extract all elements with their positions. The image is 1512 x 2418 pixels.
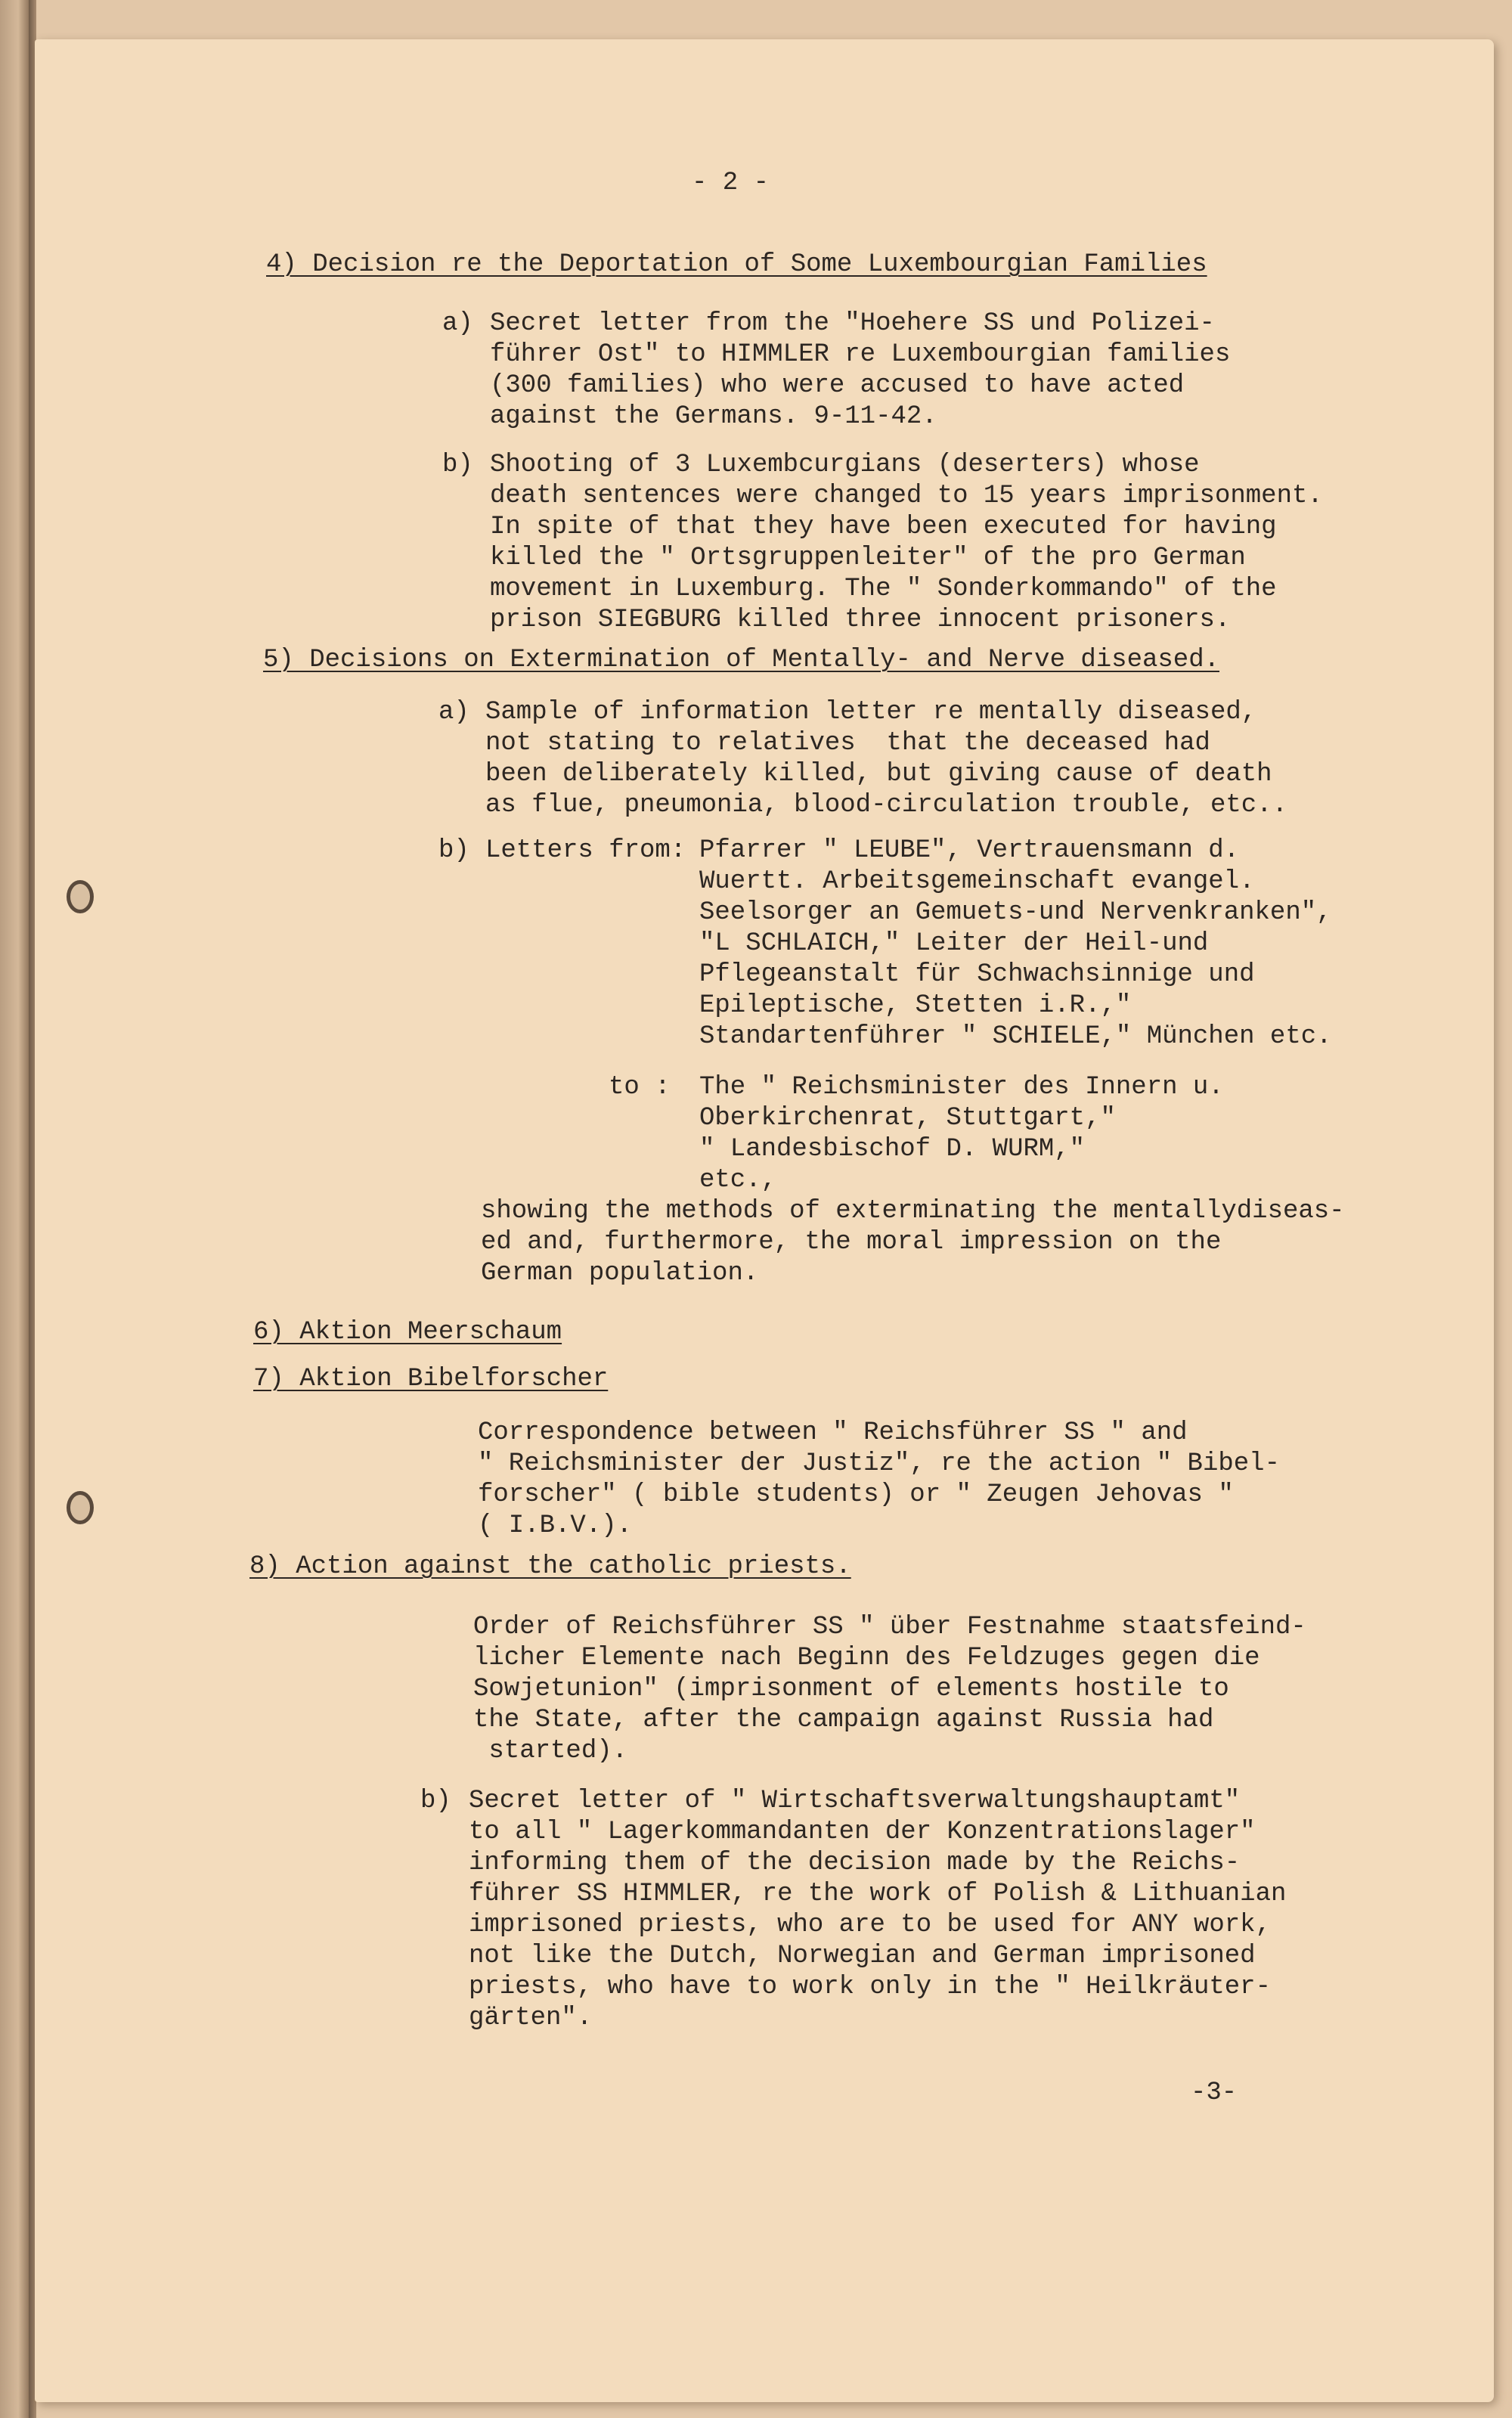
text-line: Sample of information letter re mentally diseased, — [485, 698, 1257, 727]
text-line: movement in Luxemburg. The " Sonderkommando" of the — [490, 575, 1277, 603]
text-line: against the Germans. 9-11-42. — [490, 402, 937, 431]
page-number: - 2 - — [692, 169, 770, 197]
text-line: Secret letter from the "Hoehere SS und Polizei- — [490, 309, 1215, 338]
item-5b-label: b) — [438, 836, 469, 865]
item-5a-text — [485, 697, 1287, 821]
text-line: führer SS HIMMLER, re the work of Polish & Lithuanian — [469, 1880, 1287, 1908]
text-line: Sowjetunion" (imprisonment of elements hostile to — [473, 1675, 1229, 1703]
text-line: " Landesbischof D. WURM," — [699, 1135, 1086, 1164]
text-line: the State, after the campaign against Russia had — [473, 1706, 1214, 1734]
letters-from-label: Letters from: — [485, 836, 686, 865]
text-line: Pfarrer " LEUBE", Vertrauensmann d. — [699, 836, 1240, 865]
text-line: informing them of the decision made by the Reichs- — [469, 1849, 1241, 1877]
text-line: been deliberately killed, but giving cause of death — [485, 760, 1272, 789]
text-line: " Reichsminister der Justiz", re the action " Bibel- — [478, 1449, 1280, 1478]
text-line: ( I.B.V.). — [478, 1511, 633, 1540]
letters-to-list — [699, 1072, 1224, 1196]
section-8-heading: 8) Action against the catholic priests. — [249, 1552, 851, 1581]
punch-hole-lower — [67, 1491, 94, 1524]
previous-page-edge — [0, 0, 30, 2418]
text-line: as flue, pneumonia, blood-circulation trouble, etc.. — [485, 791, 1287, 820]
item-5a-label: a) — [438, 698, 469, 727]
item-5b-summary — [481, 1196, 1345, 1289]
item-4b-label: b) — [442, 451, 473, 479]
text-line: Epileptische, Stetten i.R.," — [699, 991, 1132, 1020]
text-line: (300 families) who were accused to have acted — [490, 371, 1185, 400]
text-line: führer Ost" to HIMMLER re Luxembourgian families — [490, 340, 1231, 369]
section-6-heading: 6) Aktion Meerschaum — [253, 1318, 562, 1347]
section-7-heading: 7) Aktion Bibelforscher — [253, 1365, 609, 1393]
text-line: killed the " Ortsgruppenleiter" of the pro German — [490, 544, 1246, 572]
text-line: death sentences were changed to 15 years imprisonment. — [490, 482, 1323, 510]
text-line: etc., — [699, 1166, 777, 1195]
item-4a-text — [490, 308, 1230, 432]
text-line: ed and, furthermore, the moral impression on the — [481, 1228, 1222, 1257]
text-line: showing the methods of exterminating the mentallydiseas- — [481, 1197, 1345, 1226]
letters-to-label: to : — [609, 1073, 671, 1102]
text-line: forscher" ( bible students) or " Zeugen Jehovas " — [478, 1480, 1234, 1509]
text-line: imprisoned priests, who are to be used for ANY work, — [469, 1911, 1271, 1939]
text-line: Pflegeanstalt für Schwachsinnige und — [699, 960, 1255, 989]
item-8b-text — [469, 1786, 1286, 2034]
section-4-heading: 4) Decision re the Deportation of Some Luxembourgian Families — [266, 250, 1207, 279]
text-line: gärten". — [469, 2004, 593, 2032]
text-line: prison SIEGBURG killed three innocent prisoners. — [490, 606, 1231, 634]
text-line: In spite of that they have been executed for having — [490, 513, 1277, 541]
text-line: to all " Lagerkommandanten der Konzentrationslager" — [469, 1818, 1256, 1846]
section-7-text — [478, 1418, 1280, 1542]
text-line: The " Reichsminister des Innern u. — [699, 1073, 1224, 1102]
text-line: "L SCHLAICH," Leiter der Heil-und — [699, 929, 1209, 958]
punch-hole-upper — [67, 880, 94, 913]
text-line: Oberkirchenrat, Stuttgart," — [699, 1104, 1116, 1133]
item-8b-label: b) — [420, 1787, 451, 1815]
text-line: Wuertt. Arbeitsgemeinschaft evangel. — [699, 867, 1255, 896]
text-line: licher Elemente nach Beginn des Feldzuges gegen die — [473, 1644, 1260, 1672]
text-line: started). — [473, 1737, 628, 1765]
item-4a-label: a) — [442, 309, 473, 338]
text-line: priests, who have to work only in the " Heilkräuter- — [469, 1973, 1271, 2001]
text-line: not stating to relatives that the deceased had — [485, 729, 1210, 758]
section-8-order-text — [473, 1612, 1306, 1767]
next-page-number: -3- — [1191, 2079, 1238, 2107]
text-line: Secret letter of " Wirtschaftsverwaltungshauptamt" — [469, 1787, 1241, 1815]
text-line: not like the Dutch, Norwegian and German imprisoned — [469, 1942, 1256, 1970]
text-line: Shooting of 3 Luxembcurgians (deserters) whose — [490, 451, 1200, 479]
text-line: Correspondence between " Reichsführer SS " and — [478, 1418, 1188, 1447]
section-5-heading: 5) Decisions on Extermination of Mentally- and Nerve diseased. — [263, 646, 1220, 674]
item-4b-text — [490, 450, 1323, 636]
text-line: Standartenführer " SCHIELE," München etc. — [699, 1022, 1332, 1051]
text-line: German population. — [481, 1259, 759, 1288]
letters-from-list — [699, 835, 1332, 1052]
text-line: Order of Reichsführer SS " über Festnahme staatsfeind- — [473, 1613, 1306, 1641]
text-line: Seelsorger an Gemuets-und Nervenkranken", — [699, 898, 1332, 927]
